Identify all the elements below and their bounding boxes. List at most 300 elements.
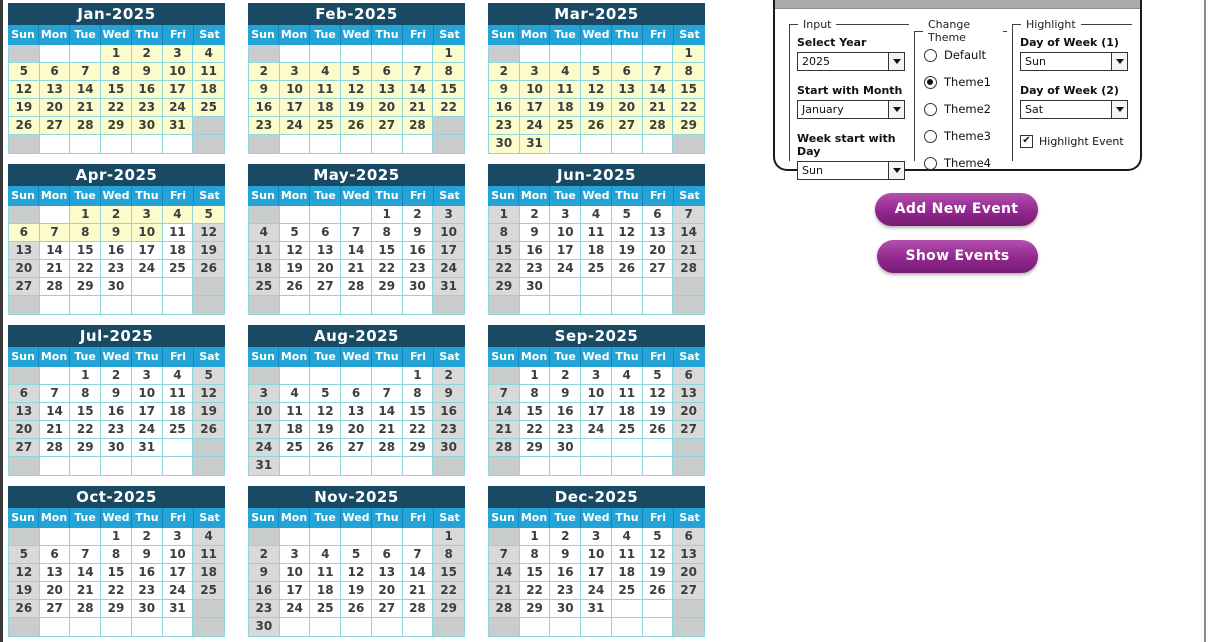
day-cell[interactable]: 9	[101, 224, 132, 242]
day-cell[interactable]: 1	[673, 45, 704, 63]
day-cell[interactable]: 31	[163, 117, 194, 135]
day-cell[interactable]: 28	[673, 260, 704, 278]
day-cell[interactable]: 12	[9, 564, 40, 582]
day-cell[interactable]: 12	[643, 546, 674, 564]
day-cell[interactable]: 3	[550, 206, 581, 224]
day-cell[interactable]: 18	[280, 421, 311, 439]
day-cell[interactable]: 4	[163, 206, 194, 224]
day-cell[interactable]: 19	[193, 242, 224, 260]
day-cell[interactable]: 13	[9, 242, 40, 260]
day-cell[interactable]: 20	[643, 242, 674, 260]
day-cell[interactable]: 18	[193, 564, 224, 582]
day-cell[interactable]: 24	[520, 117, 551, 135]
day-cell[interactable]: 7	[372, 385, 403, 403]
day-cell[interactable]: 13	[372, 564, 403, 582]
day-cell[interactable]: 10	[163, 546, 194, 564]
day-cell[interactable]: 17	[132, 242, 163, 260]
day-cell[interactable]: 18	[249, 260, 280, 278]
day-cell[interactable]: 13	[612, 81, 643, 99]
day-cell[interactable]: 5	[581, 63, 612, 81]
highlight-event-option[interactable]	[1020, 135, 1128, 148]
day-cell[interactable]: 15	[101, 564, 132, 582]
day-cell[interactable]: 26	[643, 421, 674, 439]
day-cell[interactable]: 25	[193, 99, 224, 117]
day-cell[interactable]: 16	[101, 242, 132, 260]
day-cell[interactable]: 10	[280, 564, 311, 582]
day-cell[interactable]: 24	[163, 99, 194, 117]
day-cell[interactable]: 19	[280, 260, 311, 278]
day-cell[interactable]: 7	[403, 546, 434, 564]
day-cell[interactable]: 25	[612, 582, 643, 600]
day-cell[interactable]: 5	[193, 367, 224, 385]
day-cell[interactable]: 29	[489, 278, 520, 296]
day-cell[interactable]: 12	[341, 564, 372, 582]
day-cell[interactable]: 19	[9, 99, 40, 117]
day-cell[interactable]: 22	[433, 99, 464, 117]
day-cell[interactable]: 19	[9, 582, 40, 600]
theme-radio-theme2[interactable]	[924, 102, 1003, 116]
day-cell[interactable]: 19	[310, 421, 341, 439]
day-cell[interactable]: 24	[550, 260, 581, 278]
day-cell[interactable]: 13	[40, 564, 71, 582]
day-cell[interactable]: 30	[101, 278, 132, 296]
day-cell[interactable]: 12	[280, 242, 311, 260]
day-cell[interactable]: 17	[581, 564, 612, 582]
day-cell[interactable]: 15	[70, 403, 101, 421]
day-cell[interactable]: 28	[489, 439, 520, 457]
day-cell[interactable]: 30	[550, 600, 581, 618]
day-cell[interactable]: 25	[612, 421, 643, 439]
day-cell[interactable]: 29	[70, 439, 101, 457]
day-cell[interactable]: 9	[550, 546, 581, 564]
day-cell[interactable]: 26	[193, 260, 224, 278]
day-cell[interactable]: 10	[433, 224, 464, 242]
day-cell[interactable]: 18	[163, 403, 194, 421]
day-cell[interactable]: 21	[403, 582, 434, 600]
day-cell[interactable]: 19	[341, 582, 372, 600]
day-cell[interactable]: 7	[489, 546, 520, 564]
day-cell[interactable]: 26	[280, 278, 311, 296]
day-cell[interactable]: 22	[520, 582, 551, 600]
day-cell[interactable]: 1	[101, 528, 132, 546]
day-cell[interactable]: 4	[550, 63, 581, 81]
day-cell[interactable]: 6	[673, 528, 704, 546]
day-cell[interactable]: 12	[310, 403, 341, 421]
select-year-dropdown[interactable]	[797, 52, 905, 71]
day-cell[interactable]: 5	[193, 206, 224, 224]
day-cell[interactable]: 6	[341, 385, 372, 403]
day-cell[interactable]: 1	[70, 206, 101, 224]
day-cell[interactable]: 9	[550, 385, 581, 403]
day-cell[interactable]: 30	[132, 600, 163, 618]
day-cell[interactable]: 7	[643, 63, 674, 81]
day-cell[interactable]: 24	[132, 421, 163, 439]
day-cell[interactable]: 16	[249, 582, 280, 600]
day-cell[interactable]: 23	[433, 421, 464, 439]
day-cell[interactable]: 29	[372, 278, 403, 296]
day-cell[interactable]: 24	[280, 600, 311, 618]
day-cell[interactable]: 2	[550, 367, 581, 385]
day-cell[interactable]: 4	[310, 63, 341, 81]
day-cell[interactable]: 13	[372, 81, 403, 99]
day-cell[interactable]: 22	[673, 99, 704, 117]
day-cell[interactable]: 20	[40, 582, 71, 600]
day-cell[interactable]: 11	[163, 224, 194, 242]
checkbox-checked-icon[interactable]: ✔	[1020, 135, 1033, 148]
day-cell[interactable]: 14	[70, 564, 101, 582]
day-cell[interactable]: 2	[433, 367, 464, 385]
day-cell[interactable]: 18	[310, 99, 341, 117]
day-cell[interactable]: 6	[673, 367, 704, 385]
day-cell[interactable]: 18	[612, 564, 643, 582]
day-cell[interactable]: 11	[310, 81, 341, 99]
day-cell[interactable]: 8	[70, 385, 101, 403]
day-cell[interactable]: 12	[341, 81, 372, 99]
day-cell[interactable]: 13	[9, 403, 40, 421]
day-cell[interactable]: 17	[433, 242, 464, 260]
day-cell[interactable]: 3	[280, 546, 311, 564]
day-cell[interactable]: 16	[489, 99, 520, 117]
day-cell[interactable]: 18	[193, 81, 224, 99]
day-cell[interactable]: 7	[70, 546, 101, 564]
day-cell[interactable]: 8	[433, 546, 464, 564]
day-cell[interactable]: 5	[643, 528, 674, 546]
day-cell[interactable]: 8	[101, 546, 132, 564]
chevron-down-icon[interactable]	[888, 101, 904, 118]
day-cell[interactable]: 1	[433, 528, 464, 546]
radio-icon[interactable]	[924, 157, 937, 170]
day-cell[interactable]: 27	[310, 278, 341, 296]
day-cell[interactable]: 13	[673, 546, 704, 564]
day-cell[interactable]: 4	[163, 367, 194, 385]
day-cell[interactable]: 5	[341, 546, 372, 564]
day-cell[interactable]: 23	[403, 260, 434, 278]
day-cell[interactable]: 9	[249, 81, 280, 99]
day-cell[interactable]: 17	[163, 564, 194, 582]
day-cell[interactable]: 30	[489, 135, 520, 153]
day-cell[interactable]: 11	[280, 403, 311, 421]
day-cell[interactable]: 20	[372, 99, 403, 117]
day-cell[interactable]: 14	[40, 242, 71, 260]
day-cell[interactable]: 5	[310, 385, 341, 403]
day-cell[interactable]: 29	[433, 600, 464, 618]
day-cell[interactable]: 3	[132, 206, 163, 224]
day-cell[interactable]: 26	[581, 117, 612, 135]
day-cell[interactable]: 7	[70, 63, 101, 81]
day-cell[interactable]: 15	[520, 403, 551, 421]
day-cell[interactable]: 14	[489, 403, 520, 421]
day-cell[interactable]: 1	[489, 206, 520, 224]
day-cell[interactable]: 9	[520, 224, 551, 242]
day-cell[interactable]: 16	[403, 242, 434, 260]
day-cell[interactable]: 21	[489, 421, 520, 439]
day-cell[interactable]: 7	[489, 385, 520, 403]
day-cell[interactable]: 30	[520, 278, 551, 296]
day-cell[interactable]: 28	[70, 600, 101, 618]
day-cell[interactable]: 10	[163, 63, 194, 81]
day-cell[interactable]: 10	[280, 81, 311, 99]
day-cell[interactable]: 29	[101, 117, 132, 135]
chevron-down-icon[interactable]	[888, 53, 904, 70]
show-events-button[interactable]: Show Events	[877, 240, 1038, 273]
day-cell[interactable]: 9	[403, 224, 434, 242]
day-cell[interactable]: 14	[403, 81, 434, 99]
day-cell[interactable]: 1	[101, 45, 132, 63]
day-cell[interactable]: 10	[550, 224, 581, 242]
day-cell[interactable]: 11	[612, 385, 643, 403]
chevron-down-icon[interactable]	[1111, 101, 1127, 118]
day-cell[interactable]: 28	[489, 600, 520, 618]
day-cell[interactable]: 18	[581, 242, 612, 260]
day-cell[interactable]: 14	[341, 242, 372, 260]
day-cell[interactable]: 15	[433, 81, 464, 99]
day-cell[interactable]: 18	[550, 99, 581, 117]
day-cell[interactable]: 8	[403, 385, 434, 403]
day-cell[interactable]: 9	[489, 81, 520, 99]
day-cell[interactable]: 1	[403, 367, 434, 385]
day-cell[interactable]: 14	[372, 403, 403, 421]
day-cell[interactable]: 20	[673, 403, 704, 421]
day-cell[interactable]: 26	[9, 600, 40, 618]
day-cell[interactable]: 7	[40, 385, 71, 403]
day-cell[interactable]: 8	[520, 546, 551, 564]
day-cell[interactable]: 3	[433, 206, 464, 224]
day-cell[interactable]: 26	[9, 117, 40, 135]
day-cell[interactable]: 25	[310, 117, 341, 135]
day-cell[interactable]: 24	[163, 582, 194, 600]
day-cell[interactable]: 6	[40, 546, 71, 564]
day-cell[interactable]: 17	[132, 403, 163, 421]
day-cell[interactable]: 10	[581, 385, 612, 403]
day-cell[interactable]: 28	[70, 117, 101, 135]
day-cell[interactable]: 2	[550, 528, 581, 546]
day-cell[interactable]: 26	[341, 117, 372, 135]
day-cell[interactable]: 12	[581, 81, 612, 99]
day-cell[interactable]: 15	[70, 242, 101, 260]
day-cell[interactable]: 16	[550, 403, 581, 421]
day-cell[interactable]: 31	[132, 439, 163, 457]
day-cell[interactable]: 1	[433, 45, 464, 63]
day-cell[interactable]: 10	[520, 81, 551, 99]
day-cell[interactable]: 27	[673, 582, 704, 600]
day-cell[interactable]: 23	[249, 600, 280, 618]
day-cell[interactable]: 19	[341, 99, 372, 117]
day-cell[interactable]: 26	[643, 582, 674, 600]
day-cell[interactable]: 2	[132, 45, 163, 63]
day-cell[interactable]: 23	[132, 582, 163, 600]
day-cell[interactable]: 23	[101, 260, 132, 278]
day-cell[interactable]: 28	[341, 278, 372, 296]
day-cell[interactable]: 16	[433, 403, 464, 421]
day-cell[interactable]: 22	[520, 421, 551, 439]
day-cell[interactable]: 16	[132, 81, 163, 99]
day-cell[interactable]: 2	[101, 367, 132, 385]
day-cell[interactable]: 25	[163, 421, 194, 439]
day-cell[interactable]: 8	[520, 385, 551, 403]
day-cell[interactable]: 7	[403, 63, 434, 81]
day-cell[interactable]: 23	[489, 117, 520, 135]
day-of-week-2-dropdown[interactable]	[1020, 100, 1128, 119]
day-cell[interactable]: 14	[673, 224, 704, 242]
day-cell[interactable]: 3	[581, 367, 612, 385]
day-cell[interactable]: 17	[550, 242, 581, 260]
day-cell[interactable]: 26	[341, 600, 372, 618]
day-cell[interactable]: 17	[581, 403, 612, 421]
start-month-dropdown[interactable]	[797, 100, 905, 119]
radio-selected-icon[interactable]	[924, 76, 937, 89]
day-cell[interactable]: 31	[433, 278, 464, 296]
day-cell[interactable]: 4	[193, 45, 224, 63]
day-cell[interactable]: 19	[193, 403, 224, 421]
day-cell[interactable]: 19	[643, 403, 674, 421]
day-cell[interactable]: 25	[550, 117, 581, 135]
day-cell[interactable]: 13	[341, 403, 372, 421]
day-cell[interactable]: 12	[193, 385, 224, 403]
day-cell[interactable]: 13	[643, 224, 674, 242]
day-cell[interactable]: 17	[280, 582, 311, 600]
day-cell[interactable]: 9	[249, 564, 280, 582]
day-cell[interactable]: 16	[520, 242, 551, 260]
day-cell[interactable]: 4	[193, 528, 224, 546]
day-cell[interactable]: 21	[70, 99, 101, 117]
day-cell[interactable]: 26	[612, 260, 643, 278]
day-cell[interactable]: 3	[163, 45, 194, 63]
day-cell[interactable]: 8	[372, 224, 403, 242]
day-cell[interactable]: 31	[249, 457, 280, 475]
day-cell[interactable]: 24	[132, 260, 163, 278]
day-cell[interactable]: 12	[9, 81, 40, 99]
day-cell[interactable]: 2	[520, 206, 551, 224]
day-cell[interactable]: 21	[643, 99, 674, 117]
day-cell[interactable]: 8	[489, 224, 520, 242]
day-cell[interactable]: 27	[40, 117, 71, 135]
day-cell[interactable]: 27	[372, 117, 403, 135]
theme-radio-theme1[interactable]	[924, 75, 1003, 89]
day-cell[interactable]: 6	[372, 546, 403, 564]
day-cell[interactable]: 23	[132, 99, 163, 117]
day-cell[interactable]: 30	[132, 117, 163, 135]
day-cell[interactable]: 6	[9, 385, 40, 403]
day-cell[interactable]: 29	[101, 600, 132, 618]
day-cell[interactable]: 11	[163, 385, 194, 403]
day-cell[interactable]: 2	[249, 546, 280, 564]
day-cell[interactable]: 27	[643, 260, 674, 278]
day-cell[interactable]: 6	[9, 224, 40, 242]
day-cell[interactable]: 2	[489, 63, 520, 81]
day-cell[interactable]: 21	[70, 582, 101, 600]
day-cell[interactable]: 19	[612, 242, 643, 260]
day-cell[interactable]: 29	[520, 600, 551, 618]
day-cell[interactable]: 23	[550, 421, 581, 439]
day-cell[interactable]: 27	[341, 439, 372, 457]
day-cell[interactable]: 2	[403, 206, 434, 224]
day-cell[interactable]: 8	[70, 224, 101, 242]
day-cell[interactable]: 29	[520, 439, 551, 457]
day-cell[interactable]: 22	[101, 99, 132, 117]
day-cell[interactable]: 9	[132, 546, 163, 564]
day-cell[interactable]: 17	[520, 99, 551, 117]
day-cell[interactable]: 4	[612, 528, 643, 546]
day-cell[interactable]: 17	[280, 99, 311, 117]
day-cell[interactable]: 3	[249, 385, 280, 403]
radio-icon[interactable]	[924, 130, 937, 143]
chevron-down-icon[interactable]	[1111, 53, 1127, 70]
day-cell[interactable]: 13	[40, 81, 71, 99]
day-cell[interactable]: 24	[249, 439, 280, 457]
day-cell[interactable]: 24	[433, 260, 464, 278]
day-cell[interactable]: 6	[612, 63, 643, 81]
day-cell[interactable]: 2	[101, 206, 132, 224]
day-cell[interactable]: 28	[403, 600, 434, 618]
day-cell[interactable]: 14	[643, 81, 674, 99]
day-cell[interactable]: 23	[101, 421, 132, 439]
day-cell[interactable]: 22	[372, 260, 403, 278]
day-cell[interactable]: 11	[550, 81, 581, 99]
day-cell[interactable]: 21	[673, 242, 704, 260]
day-cell[interactable]: 27	[9, 278, 40, 296]
day-cell[interactable]: 10	[581, 546, 612, 564]
day-cell[interactable]: 5	[9, 546, 40, 564]
day-cell[interactable]: 22	[433, 582, 464, 600]
day-cell[interactable]: 15	[372, 242, 403, 260]
day-of-week-1-dropdown[interactable]	[1020, 52, 1128, 71]
day-cell[interactable]: 30	[249, 618, 280, 636]
day-cell[interactable]: 6	[372, 63, 403, 81]
day-cell[interactable]: 21	[372, 421, 403, 439]
day-cell[interactable]: 12	[612, 224, 643, 242]
day-cell[interactable]: 25	[581, 260, 612, 278]
add-new-event-button[interactable]: Add New Event	[875, 193, 1038, 226]
day-cell[interactable]: 13	[310, 242, 341, 260]
day-cell[interactable]: 3	[132, 367, 163, 385]
day-cell[interactable]: 8	[673, 63, 704, 81]
day-cell[interactable]: 15	[403, 403, 434, 421]
day-cell[interactable]: 16	[101, 403, 132, 421]
day-cell[interactable]: 27	[673, 421, 704, 439]
day-cell[interactable]: 21	[341, 260, 372, 278]
day-cell[interactable]: 25	[249, 278, 280, 296]
day-cell[interactable]: 20	[310, 260, 341, 278]
day-cell[interactable]: 27	[9, 439, 40, 457]
day-cell[interactable]: 22	[70, 421, 101, 439]
day-cell[interactable]: 24	[280, 117, 311, 135]
day-cell[interactable]: 25	[193, 582, 224, 600]
day-cell[interactable]: 22	[403, 421, 434, 439]
day-cell[interactable]: 24	[581, 421, 612, 439]
day-cell[interactable]: 5	[612, 206, 643, 224]
day-cell[interactable]: 21	[40, 421, 71, 439]
day-cell[interactable]: 9	[433, 385, 464, 403]
day-cell[interactable]: 22	[489, 260, 520, 278]
day-cell[interactable]: 4	[280, 385, 311, 403]
day-cell[interactable]: 15	[489, 242, 520, 260]
day-cell[interactable]: 29	[673, 117, 704, 135]
day-cell[interactable]: 12	[193, 224, 224, 242]
day-cell[interactable]: 16	[132, 564, 163, 582]
day-cell[interactable]: 21	[403, 99, 434, 117]
day-cell[interactable]: 28	[403, 117, 434, 135]
day-cell[interactable]: 5	[341, 63, 372, 81]
day-cell[interactable]: 11	[193, 63, 224, 81]
day-cell[interactable]: 31	[581, 600, 612, 618]
day-cell[interactable]: 30	[433, 439, 464, 457]
week-start-dropdown[interactable]	[797, 161, 905, 180]
day-cell[interactable]: 23	[520, 260, 551, 278]
day-cell[interactable]: 28	[643, 117, 674, 135]
day-cell[interactable]: 15	[433, 564, 464, 582]
day-cell[interactable]: 18	[163, 242, 194, 260]
day-cell[interactable]: 4	[581, 206, 612, 224]
